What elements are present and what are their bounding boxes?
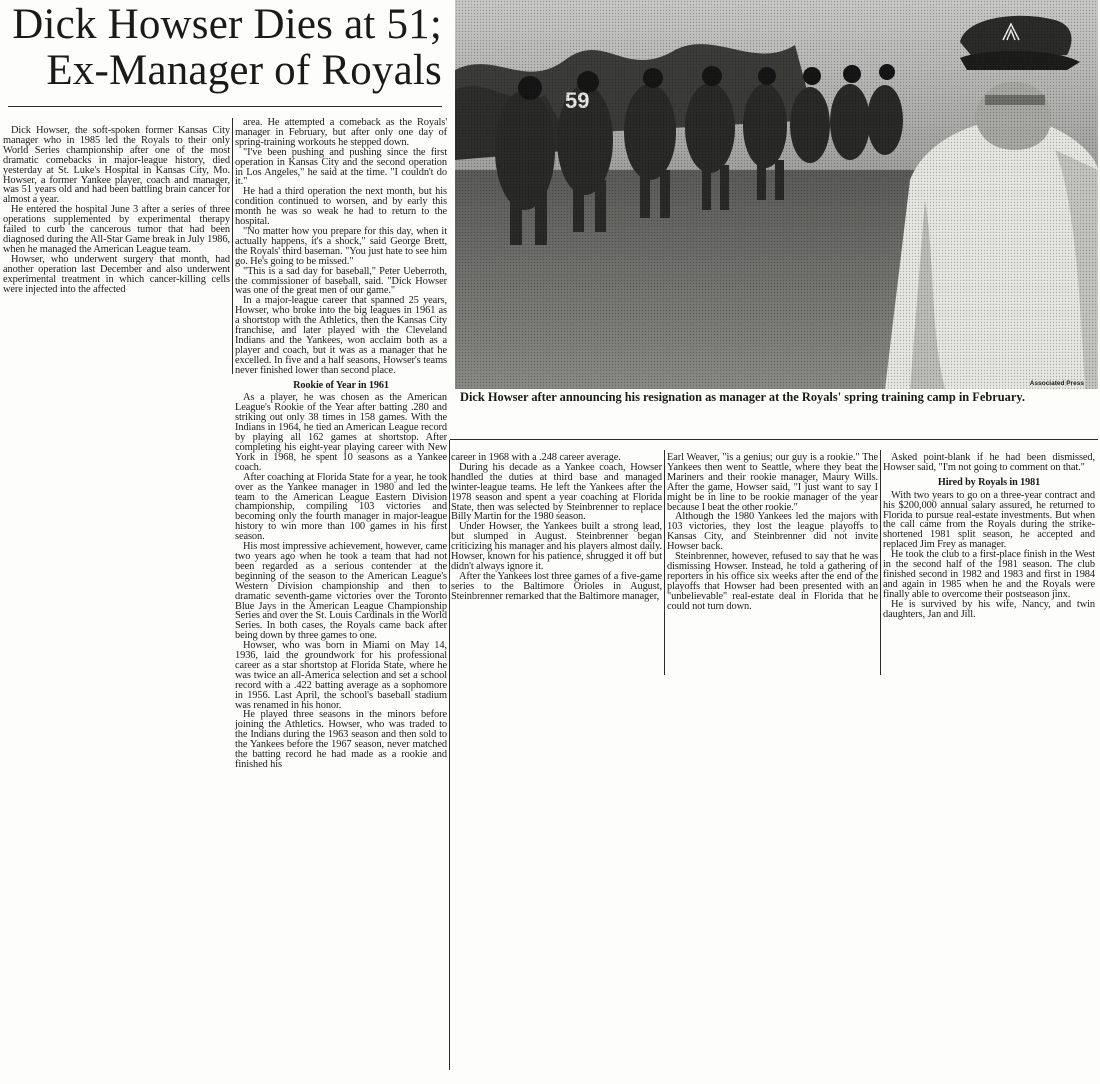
paragraph: He entered the hospital June 3 after a series of three operations supplemented by experimental therapy failed to curb the cancerous tumor that had been diagnosed during the All-Star Game break in July 1986, when he managed the American League team. <box>3 204 230 255</box>
paragraph: After the Yankees lost three games of a five-game series to the Baltimore Orioles in August, Steinbrenner remarked that the Baltimore manager, <box>451 570 662 602</box>
paragraph: As a player, he was chosen as the American League's Rookie of the Year after batting .280 and striking out only 38 times in 158 games. With the Indians in 1964, he tied an American League record by playing all 162 games at shortstop. After completing his eight-year playing career with New York in 1968, he spent 10 seasons as a Yankee coach. <box>235 392 447 473</box>
article-column-1 <box>3 126 230 294</box>
paragraph: Although the 1980 Yankees led the majors with 103 victories, they lost the league playoffs to Kansas City, and Steinbrenner did not invite Howser back. <box>667 511 878 553</box>
subheading: Rookie of Year in 1961 <box>293 379 389 391</box>
photo-caption: Dick Howser after announcing his resignation as manager at the Royals' spring training camp in February. <box>460 390 1025 404</box>
article-column-2 <box>235 118 447 770</box>
photo-image <box>455 0 1098 389</box>
paragraph: "I've been pushing and pushing since the first operation in Kansas City and the second operation in Los Angeles," he said at the time. "I couldn't do it." <box>235 146 447 188</box>
column-rule <box>664 450 665 675</box>
paragraph: With two years to go on a three-year contract and his $200,000 annual salary assured, he returned to Florida to pursue real-estate investments. But when the call came from the Royals during the strike-shortened 1981 split season, he accepted and replaced Jim Frey as manager. <box>883 489 1095 551</box>
paragraph: He is survived by his wife, Nancy, and twin daughters, Jan and Jill. <box>883 598 1095 620</box>
paragraph: Howser, who underwent surgery that month, had another operation last December and also underwent experimental treatment in which cancer-killing cells were injected into the affected <box>3 253 230 295</box>
headline <box>0 2 442 94</box>
article-column-3 <box>451 453 662 602</box>
paragraph: In a major-league career that spanned 25 years, Howser, who broke into the big leagues in 1961 as a shortstop with the Athletics, then the Kansas City franchise, and later played with the Cleveland Indians and the Yankees, won acclaim both as a player and coach, but it was as a manager that he excelled. In five and a half seasons, Howser's teams never finished lower than second place. <box>235 295 447 376</box>
paragraph: Earl Weaver, "is a genius; our guy is a rookie." The Yankees then went to Seattle, where they beat the Mariners and their rookie manager, Maury Wills. After the game, Howser said, "I just want to say I might be in line to be rookie manager of the year because I beat the other rookie." <box>667 452 878 513</box>
headline-line-2: Ex-Manager of Royals <box>46 47 442 94</box>
subheading: Hired by Royals in 1981 <box>937 476 1041 488</box>
column-rule <box>232 118 233 374</box>
paragraph: "No matter how you prepare for this day, when it actually happens, it's a shock," said George Brett, the Royals' third baseman. "You just hate to see him go. He's going to be missed." <box>235 225 447 267</box>
paragraph: Steinbrenner, however, refused to say that he was dismissing Howser. Instead, he told a gathering of reporters in his office six weeks after the end of the playoffs that Howser had been presented with an "unbelievable" real-estate deal in Florida that he could not turn down. <box>667 551 878 612</box>
paragraph: He took the club to a first-place finish in the West in the second half of the 1981 season. The club finished second in 1982 and 1983 and first in 1984 and again in 1985 when he and the Royals were finally able to overcome their postseason jinx. <box>883 549 1095 600</box>
column-rule <box>880 450 881 675</box>
column-rule <box>449 440 450 1070</box>
headline-rule <box>8 106 442 107</box>
paragraph: Under Howser, the Yankees built a strong lead, but slumped in August. Steinbrenner began criticizing his manager and his players almost daily. Howser, known for his patience, shrugged it off but didn't always ignore it. <box>451 521 662 572</box>
paragraph: career in 1968 with a .248 career average. <box>451 452 621 463</box>
paragraph: "This is a sad day for baseball," Peter Ueberroth, the commissioner of baseball, said. "Dick Howser was one of the great men of our game." <box>235 265 447 297</box>
news-photo <box>455 0 1098 389</box>
paragraph: Asked point-blank if he had been dismissed, Howser said, "I'm not going to comment on that." <box>883 452 1095 473</box>
photo-credit: Associated Press <box>1029 380 1084 387</box>
paragraph: He played three seasons in the minors before joining the Athletics. Howser, who was traded to the Indians during the 1963 season and then sold to the Yankees before the 1967 season, never matched the batting record he had made as a rookie and finished his <box>235 709 447 770</box>
section-rule <box>450 439 1098 440</box>
paragraph: During his decade as a Yankee coach, Howser handled the duties at third base and managed winter-league teams. He left the Yankees after the 1978 season and spent a year coaching at Florida State, then was selected by Steinbrenner to replace Billy Martin for the 1980 season. <box>451 461 662 523</box>
paragraph: His most impressive achievement, however, came two years ago when he took a team that had not been regarded as a serious contender at the beginning of the season to the American League's Western Division championship and then to dramatic seventh-game victories over the Toronto Blue Jays in the American League Championship Series and over the St. Louis Cardinals in the World Series. In both cases, the Royals came back after being down by three games to one. <box>235 541 447 642</box>
paragraph: Dick Howser, the soft-spoken former Kansas City manager who in 1985 led the Royals to their only World Series championship after one of the most dramatic comebacks in major-league history, died yesterday at St. Luke's Hospital in Kansas City, Mo. Howser, a former Yankee player, coach and manager, was 51 years old and had been battling brain cancer for almost a year. <box>3 125 230 206</box>
paragraph: Howser, who was born in Miami on May 14, 1936, laid the groundwork for his professional career as a star shortstop at Florida State, where he was twice an all-America selection and set a school record with a .422 batting average as a sophomore in 1956. Last April, the school's baseball stadium was renamed in his honor. <box>235 640 447 711</box>
article-column-4 <box>667 453 878 612</box>
paragraph: After coaching at Florida State for a year, he took over as the Yankee manager in 1980 and led the team to the American League Eastern Division championship, compiling 103 victories and becoming only the fourth manager in major-league history to win more than 100 games in his first season. <box>235 471 447 543</box>
paragraph: He had a third operation the next month, but his condition continued to worsen, and by early this month he was so weak he had to return to the hospital. <box>235 186 447 228</box>
article-column-5 <box>883 453 1095 620</box>
paragraph: area. He attempted a comeback as the Royals' manager in February, but after only one day of spring-training workouts he stepped down. <box>235 117 447 148</box>
headline-line-1: Dick Howser Dies at 51; <box>12 1 442 48</box>
